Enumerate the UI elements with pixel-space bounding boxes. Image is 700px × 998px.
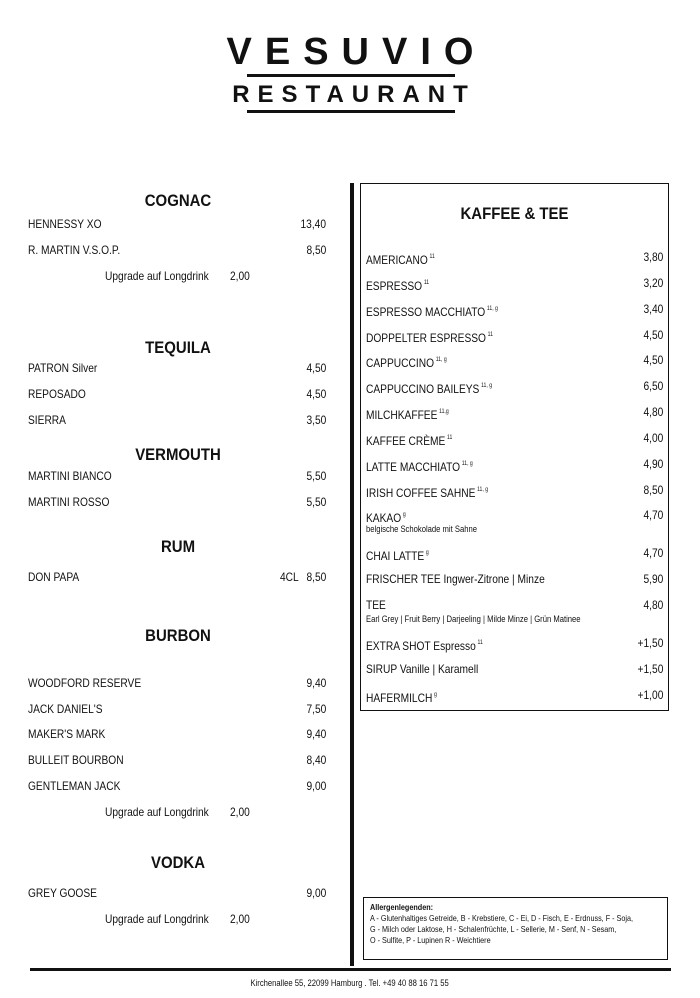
menu-item-price: 5,50: [306, 495, 326, 509]
menu-item-size: 4CL: [280, 570, 299, 584]
menu-item-name: KAKAO $^g$: [366, 511, 406, 525]
menu-item-price: 9,40: [306, 727, 326, 741]
upgrade-label: Upgrade auf Longdrink: [105, 269, 209, 283]
menu-item-price: 3,40: [643, 302, 663, 316]
section-title-vodka: VODKA: [150, 853, 206, 872]
column-divider: [350, 183, 354, 966]
menu-item-name: JACK DANIEL'S: [28, 702, 103, 716]
allergen-legend-line: A - Glutenhaltiges Getreide, B - Krebstiere, C - Ei, D - Fisch, E - Erdnuss, F - Soja,: [370, 913, 634, 923]
menu-item-name: KAFFEE CRÈME $^{11}$: [366, 434, 453, 448]
menu-item-price: 4,80: [643, 598, 663, 612]
menu-item-name: HENNESSY XO: [28, 217, 102, 231]
menu-item-price: +1,50: [637, 636, 663, 650]
section-title-rum: RUM: [160, 537, 196, 556]
menu-item-price: 8,50: [306, 570, 326, 584]
menu-item-name: GREY GOOSE: [28, 886, 97, 900]
menu-item-price: 9,40: [306, 676, 326, 690]
section-title-vermouth: VERMOUTH: [135, 445, 221, 464]
menu-item-price: 4,50: [643, 328, 663, 342]
menu-item-price: 8,40: [306, 753, 326, 767]
menu-item-price: 5,50: [306, 469, 326, 483]
allergen-legend-title: Allergenlegenden:: [370, 902, 434, 912]
logo-restaurant: RESTAURANT: [232, 81, 476, 108]
menu-item-name: EXTRA SHOT Espresso $^{11}$: [366, 639, 483, 653]
menu-item-price: 13,40: [300, 217, 326, 231]
menu-item-name: IRISH COFFEE SAHNE $^{11, g}$: [366, 486, 489, 500]
menu-item-name: BULLEIT BOURBON: [28, 753, 124, 767]
menu-item-name: MAKER'S MARK: [28, 727, 106, 741]
logo-underline: [247, 110, 455, 113]
upgrade-label: Upgrade auf Longdrink: [105, 912, 209, 926]
menu-item-name: PATRON Silver: [28, 361, 98, 375]
menu-item-price: 9,00: [306, 886, 326, 900]
menu-item-price: 3,20: [643, 276, 663, 290]
menu-item-name: CAPPUCCINO BAILEYS $^{11, g}$: [366, 382, 493, 396]
menu-item-name: SIERRA: [28, 413, 66, 427]
menu-item-price: 7,50: [306, 702, 326, 716]
menu-item-name: AMERICANO $^{11}$: [366, 253, 435, 267]
upgrade-price: 2,00: [230, 912, 250, 926]
section-title-cognac: COGNAC: [144, 191, 212, 210]
menu-item-name: R. MARTIN V.S.O.P.: [28, 243, 121, 257]
menu-item-price: 5,90: [643, 572, 663, 586]
menu-item-name: LATTE MACCHIATO $^{11, g}$: [366, 460, 473, 474]
upgrade-price: 2,00: [230, 805, 250, 819]
menu-item-name: ESPRESSO $^{11}$: [366, 279, 430, 293]
menu-item-name: WOODFORD RESERVE: [28, 676, 142, 690]
menu-item-price: 8,50: [306, 243, 326, 257]
logo-divider: [247, 74, 455, 77]
menu-item-price: 4,00: [643, 431, 663, 445]
menu-item-name: DON PAPA: [28, 570, 80, 584]
menu-item-price: 9,00: [306, 779, 326, 793]
menu-item-name: CAPPUCCINO $^{11, g}$: [366, 356, 447, 370]
menu-item-description: Earl Grey | Fruit Berry | Darjeeling | Milde Minze | Grün Matinee: [366, 614, 581, 624]
allergen-legend-line: O - Sulfite, P - Lupinen R - Weichtiere: [370, 935, 491, 945]
menu-item-name: REPOSADO: [28, 387, 86, 401]
menu-item-name: MARTINI BIANCO: [28, 469, 112, 483]
upgrade-label: Upgrade auf Longdrink: [105, 805, 209, 819]
menu-item-name: ESPRESSO MACCHIATO $^{11, g}$: [366, 305, 498, 319]
menu-item-name: GENTLEMAN JACK: [28, 779, 121, 793]
section-title-burbon: BURBON: [145, 626, 211, 645]
upgrade-price: 2,00: [230, 269, 250, 283]
menu-item-price: 4,70: [643, 546, 663, 560]
menu-item-price: 3,80: [643, 250, 663, 264]
menu-item-price: 6,50: [643, 379, 663, 393]
menu-item-name: SIRUP Vanille | Karamell: [366, 662, 479, 676]
menu-item-name: CHAI LATTE $^g$: [366, 549, 429, 563]
section-title-tequila: TEQUILA: [145, 338, 211, 357]
footer-address: Kirchenallee 55, 22099 Hamburg . Tel. +49 40 88 16 71 55: [250, 978, 450, 988]
allergen-legend-line: G - Milch oder Laktose, H - Schalenfrüchte, L - Sellerie, M - Senf, N - Sesam,: [370, 924, 617, 934]
logo-vesuvio: VESUVIO: [226, 31, 487, 73]
menu-item-name: FRISCHER TEE Ingwer-Zitrone | Minze: [366, 572, 545, 586]
menu-item-price: 4,50: [643, 353, 663, 367]
menu-item-price: +1,00: [637, 688, 663, 702]
menu-item-price: 4,80: [643, 405, 663, 419]
menu-item-price: 4,50: [306, 361, 326, 375]
menu-item-name: DOPPELTER ESPRESSO $^{11}$: [366, 331, 493, 345]
menu-item-description: belgische Schokolade mit Sahne: [366, 524, 478, 534]
menu-item-price: +1,50: [637, 662, 663, 676]
menu-item-price: 4,70: [643, 508, 663, 522]
menu-item-name: TEE: [366, 598, 386, 612]
allergen-legend: [363, 897, 668, 960]
menu-item-name: MARTINI ROSSO: [28, 495, 110, 509]
footer-divider: [30, 968, 671, 971]
menu-item-name: HAFERMILCH $^g$: [366, 691, 437, 705]
menu-item-price: 3,50: [306, 413, 326, 427]
menu-item-price: 4,50: [306, 387, 326, 401]
menu-item-price: 8,50: [643, 483, 663, 497]
menu-item-price: 4,90: [643, 457, 663, 471]
menu-item-name: MILCHKAFFEE $^{11,g}$: [366, 408, 449, 422]
section-title-kaffee-tee: KAFFEE & TEE: [460, 204, 569, 223]
